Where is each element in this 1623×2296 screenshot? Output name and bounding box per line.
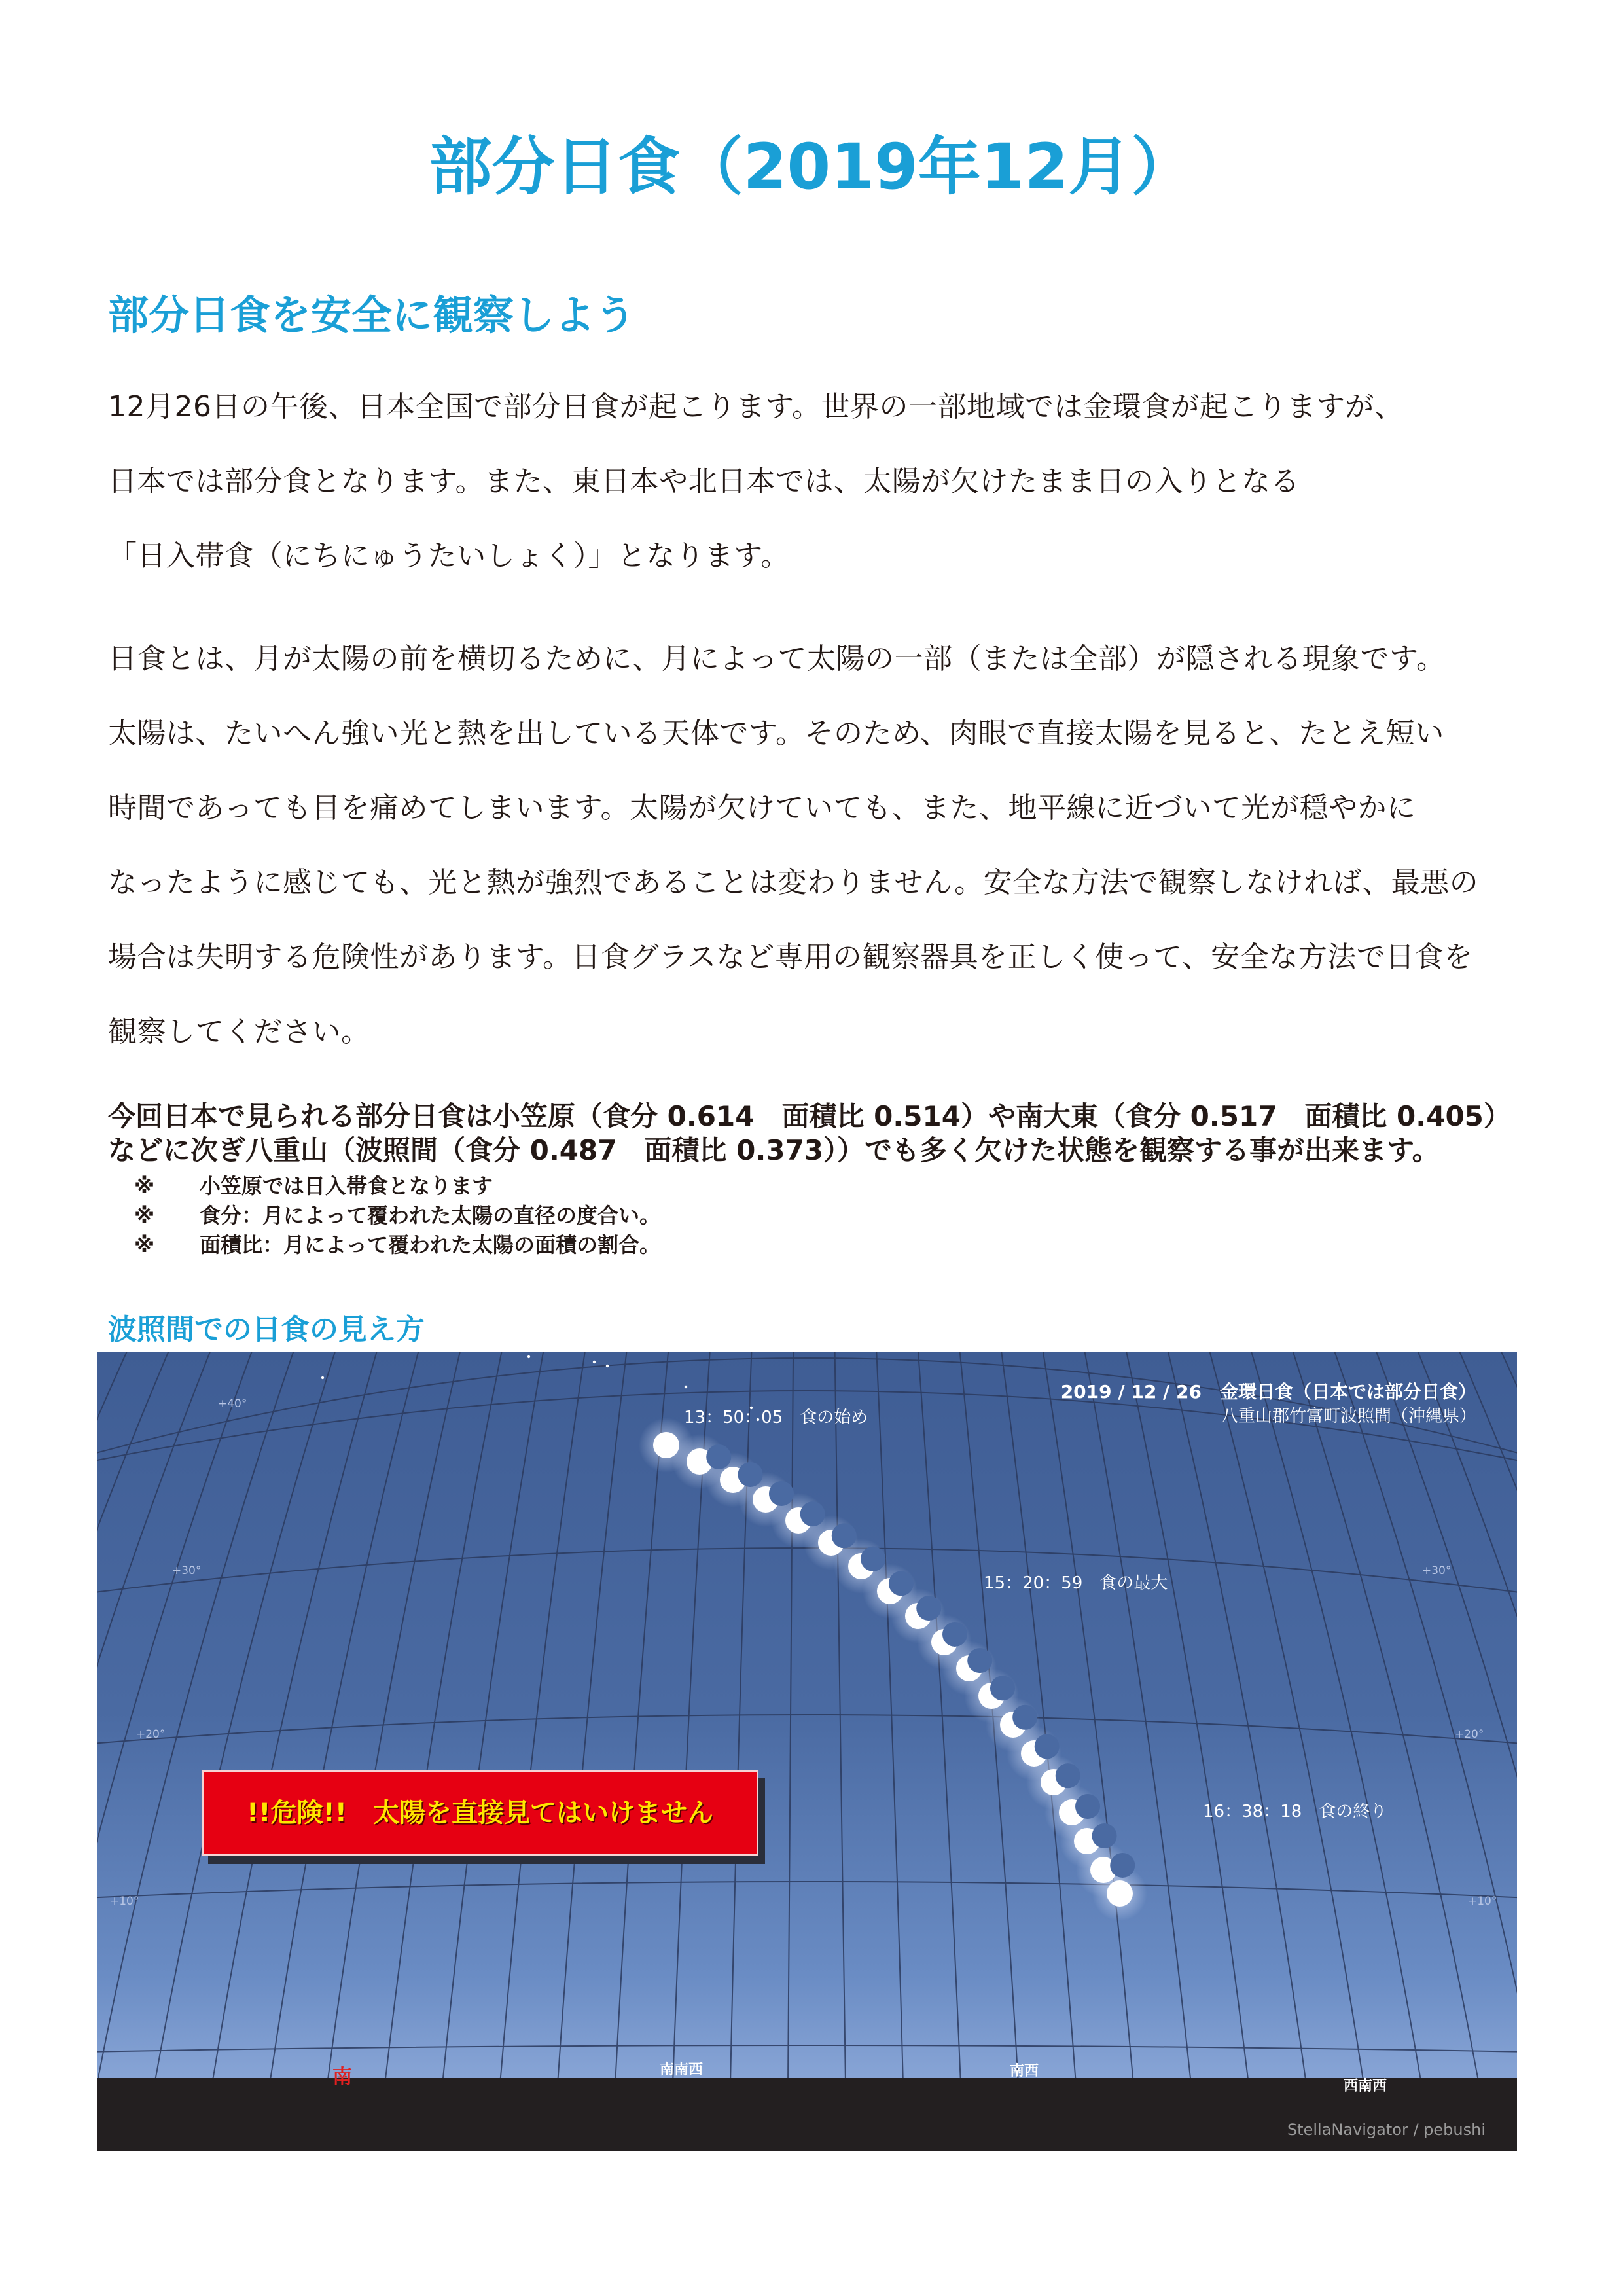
moon-disk xyxy=(889,1571,914,1596)
altitude-label: +30° xyxy=(1422,1564,1452,1577)
notes-list xyxy=(134,1172,660,1260)
grid-line xyxy=(97,1352,130,2085)
moon-disk xyxy=(1035,1734,1060,1759)
grid-line xyxy=(97,2045,1517,2052)
grid-line xyxy=(1374,1352,1517,2085)
altitude-label: +30° xyxy=(172,1564,202,1577)
event-location: 八重山郡竹富町波照間（沖縄県） xyxy=(1221,1407,1476,1426)
paragraph-line: 太陽は、たいへん強い光と熱を出している天体です。そのため、肉眼で直接太陽を見ると、たとえ短い xyxy=(108,717,1444,750)
moon-disk xyxy=(706,1444,731,1469)
star xyxy=(593,1361,596,1363)
section-heading: 部分日食を安全に観察しよう xyxy=(108,291,636,339)
moon-disk xyxy=(916,1596,941,1621)
paragraph-line: 時間であっても目を痛めてしまいます。太陽が欠けていても、また、地平線に近づいて光が穏やかに xyxy=(108,791,1416,825)
moon-disk xyxy=(1110,1853,1135,1878)
grid-line xyxy=(97,1352,213,2085)
direction-ssw: 南南西 xyxy=(660,2062,704,2078)
altitude-label: +20° xyxy=(1455,1728,1484,1741)
grid-line xyxy=(212,1352,379,2085)
moon-disk xyxy=(1012,1705,1037,1730)
danger-warning-banner: !!危険!! 太陽を直接見てはいけません xyxy=(202,1770,758,1856)
eclipse-summary xyxy=(108,1100,1567,1168)
grid-line xyxy=(97,1715,1517,1744)
star xyxy=(685,1386,687,1388)
altitude-label: +40° xyxy=(218,1397,247,1410)
direction-sw: 南西 xyxy=(1010,2063,1039,2079)
altitude-label: +20° xyxy=(136,1728,166,1741)
grid-line xyxy=(270,1352,420,2085)
eclipse-sky-figure xyxy=(97,1352,1517,2151)
star xyxy=(527,1355,530,1358)
star xyxy=(606,1365,609,1367)
grid-line xyxy=(788,1352,793,2085)
sky-grid xyxy=(97,1352,1517,2151)
note-item xyxy=(134,1172,660,1201)
moon-disk xyxy=(769,1481,794,1506)
note-text: 食分：月によって覆われた太陽の直径の度合い。 xyxy=(200,1203,661,1228)
direction-south: 南 xyxy=(332,2066,352,2089)
moon-disk xyxy=(738,1462,763,1487)
altitude-label: +10° xyxy=(1468,1895,1497,1908)
paragraph-line: 場合は失明する危険性があります。日食グラスなど専用の観察器具を正しく使って、安全な方法で日食を xyxy=(108,941,1473,974)
paragraph-line: 日本では部分食となります。また、東日本や北日本では、太陽が欠けたまま日の入りとなる xyxy=(108,465,1300,498)
note-item xyxy=(134,1201,660,1230)
eclipse-start-label: 13：50：05 食の始め xyxy=(684,1408,868,1427)
moon-disk xyxy=(1056,1763,1080,1788)
direction-wsw: 西南西 xyxy=(1344,2078,1387,2094)
grid-line xyxy=(97,1352,171,2085)
grid-line xyxy=(1416,1352,1517,2085)
grid-line xyxy=(1291,1352,1479,2085)
note-text: 面積比：月によって覆われた太陽の面積の割合。 xyxy=(200,1232,661,1257)
moon-disk xyxy=(1075,1794,1100,1819)
moon-disk xyxy=(832,1523,857,1548)
summary-line: 今回日本で見られる部分日食は小笠原（食分 0.614 面積比 0.514）や南大東（食分 0.517 面積比 0.405） xyxy=(108,1100,1511,1132)
paragraph-line: 日食とは、月が太陽の前を横切るために、月によって太陽の一部（または全部）が隠される現象です。 xyxy=(108,642,1446,675)
altitude-label: +10° xyxy=(110,1895,139,1908)
grid-line xyxy=(1498,1352,1517,2085)
intro-paragraph xyxy=(108,370,1548,594)
grid-line xyxy=(1084,1352,1191,2085)
grid-line xyxy=(1166,1352,1306,2085)
note-text: 小笠原では日入帯食となります xyxy=(200,1174,493,1198)
moon-disk xyxy=(967,1648,992,1673)
event-date: 2019 / 12 / 26 金環日食（日本では部分日食） xyxy=(1060,1381,1476,1403)
note-item xyxy=(134,1230,660,1260)
safety-paragraph xyxy=(108,622,1548,1069)
note-mark: ※ xyxy=(134,1232,155,1257)
moon-disk xyxy=(942,1622,967,1647)
moon-disk xyxy=(990,1676,1015,1700)
grid-line xyxy=(876,1352,903,2085)
figure-heading: 波照間での日食の見え方 xyxy=(108,1313,425,1346)
grid-line xyxy=(1332,1352,1517,2085)
sun-disk xyxy=(1107,1880,1133,1907)
grid-line xyxy=(97,1352,296,2085)
grid-line xyxy=(442,1352,544,2085)
paragraph-line: 12月26日の午後、日本全国で部分日食が起こります。世界の一部地域では金環食が起こりますが、 xyxy=(108,390,1404,423)
grid-line xyxy=(1457,1352,1517,2085)
grid-line xyxy=(1249,1352,1421,2085)
sun-disk xyxy=(653,1432,679,1458)
grid-line xyxy=(834,1352,846,2085)
paragraph-line: なったように感じても、光と熱が強烈であることは変わりません。安全な方法で観察しなければ、最悪の xyxy=(108,866,1479,899)
grid-line xyxy=(97,1882,1517,1898)
grid-line xyxy=(1125,1352,1249,2085)
grid-line xyxy=(1208,1352,1364,2085)
star xyxy=(321,1376,324,1379)
eclipse-end-label: 16：38：18 食の終り xyxy=(1203,1802,1387,1821)
grid-line xyxy=(918,1352,961,2085)
grid-line xyxy=(327,1352,461,2085)
image-credit: StellaNavigator / pebushi xyxy=(1287,2121,1486,2139)
paragraph-line: 観察してください。 xyxy=(108,1015,370,1049)
paragraph-line: 「日入帯食（にちにゅうたいしょく）」となります。 xyxy=(108,539,790,573)
note-mark: ※ xyxy=(134,1174,155,1198)
horizon-ground xyxy=(97,2078,1517,2151)
moon-disk xyxy=(1092,1823,1117,1848)
eclipse-max-label: 15：20：59 食の最大 xyxy=(984,1573,1168,1593)
page-title: 部分日食（2019年12月） xyxy=(429,130,1194,204)
summary-line: などに次ぎ八重山（波照間（食分 0.487 面積比 0.373））でも多く欠けた状態を観察する事が出来ます。 xyxy=(108,1134,1440,1166)
moon-disk xyxy=(800,1501,825,1526)
note-mark: ※ xyxy=(134,1203,155,1228)
moon-disk xyxy=(861,1547,885,1571)
